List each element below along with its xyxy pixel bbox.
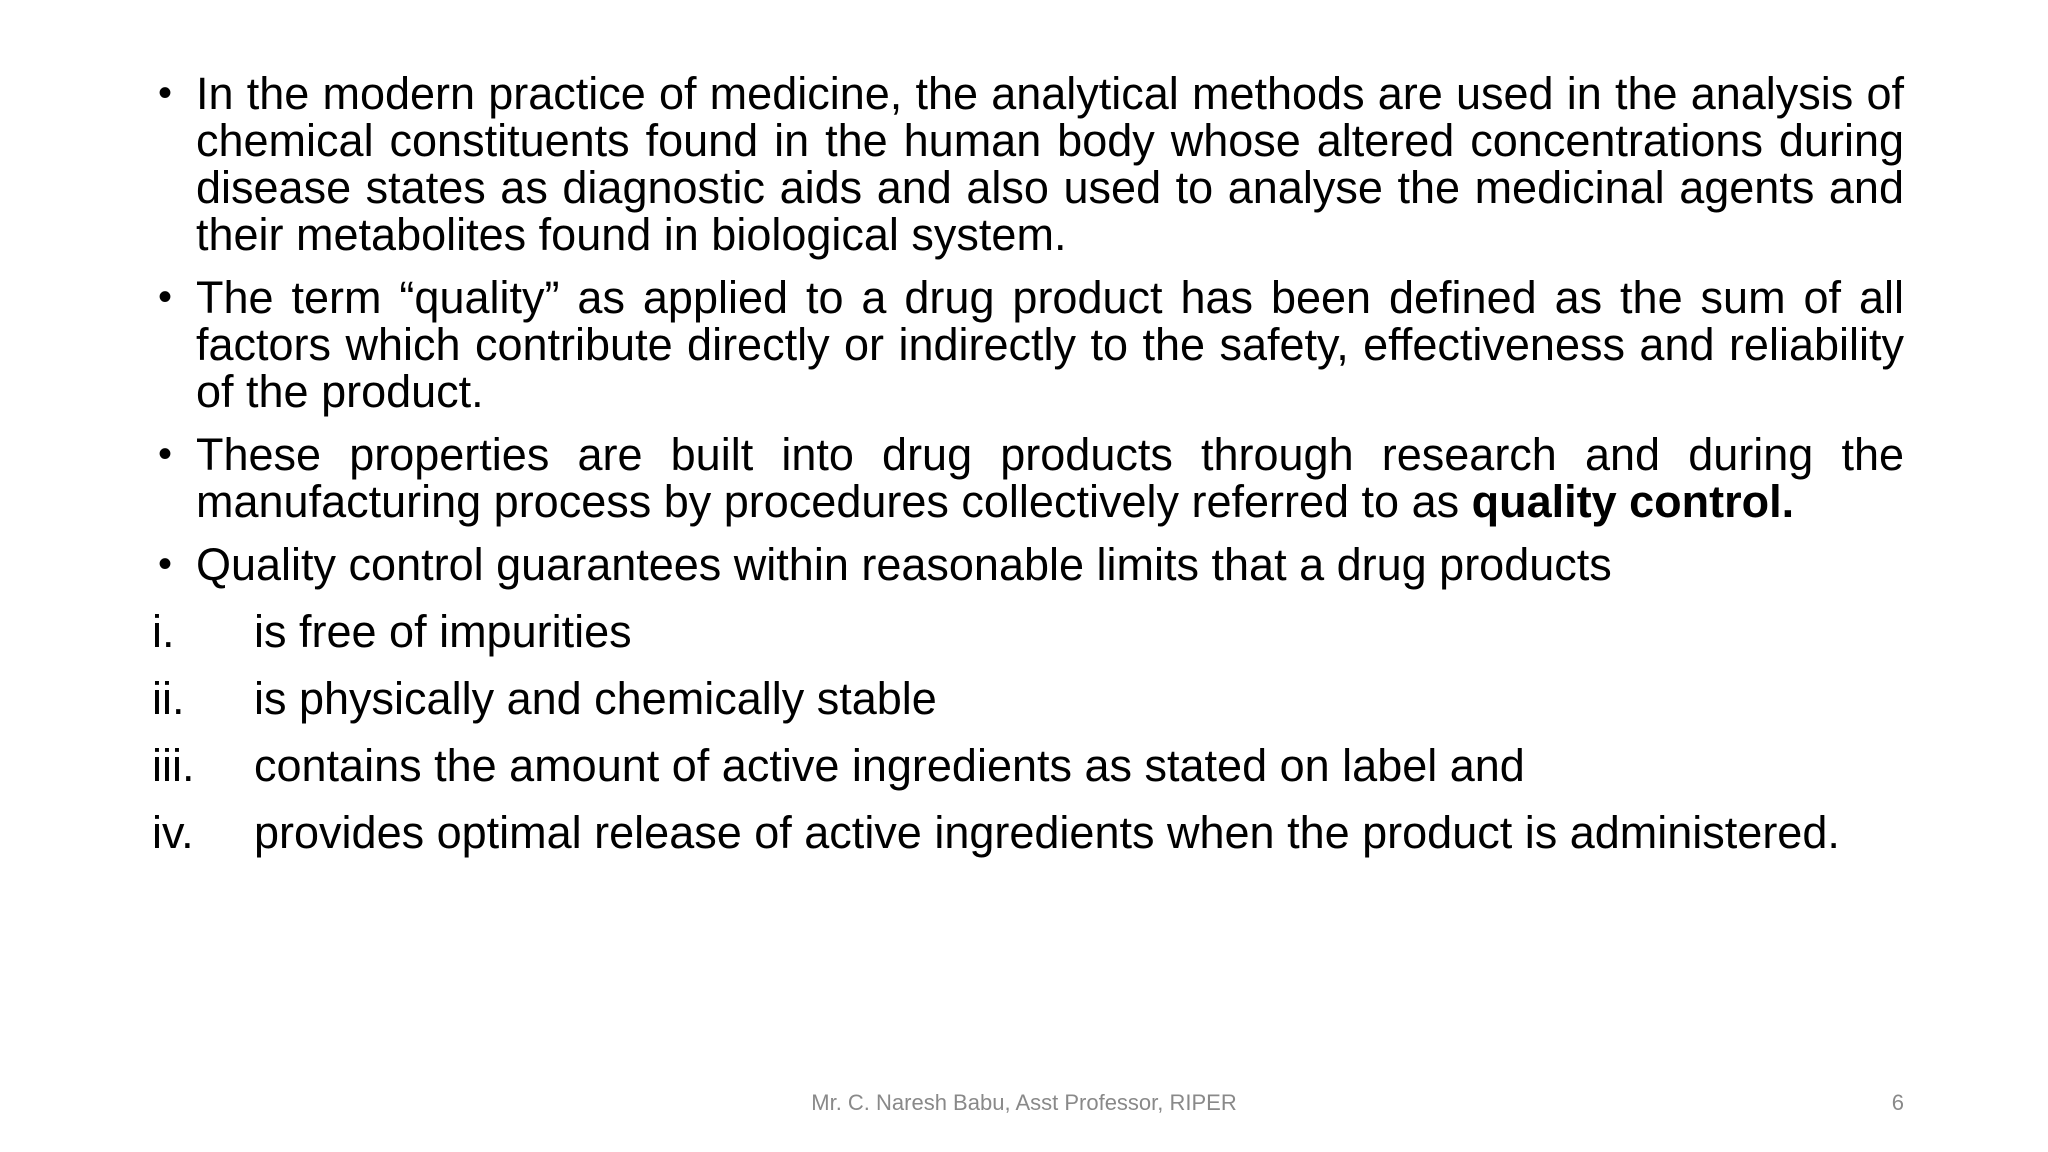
bullet-marker: •: [158, 542, 173, 586]
bold-term: quality control.: [1471, 476, 1795, 527]
bullet-text: In the modern practice of medicine, the analytical methods are used in the analysis of chemical constituents found in the human body whose altered concentrations during disease states as diagnostic aids and also used to analyse the medicinal agents and their metabolites found in biological system.: [196, 68, 1904, 260]
list-numeral: iii.: [152, 740, 195, 791]
list-item: [152, 809, 1904, 856]
bullet-point: [152, 70, 1904, 258]
bullet-text: These properties are built into drug products through research and during the manufacturing process by procedures collectively referred to as: [196, 429, 1904, 527]
bullet-marker: •: [158, 71, 173, 115]
list-item: [152, 675, 1904, 722]
bullet-marker: •: [158, 432, 173, 476]
slide-body: [152, 70, 1904, 856]
bullet-point: [152, 431, 1904, 525]
footer-author: Mr. C. Naresh Babu, Asst Professor, RIPER: [811, 1090, 1237, 1115]
list-numeral: iv.: [152, 807, 194, 858]
bullet-point: [152, 541, 1904, 588]
list-item-text: is physically and chemically stable: [254, 673, 937, 724]
list-item: [152, 608, 1904, 655]
bullet-text: Quality control guarantees within reasonable limits that a drug products: [196, 539, 1612, 590]
bullet-point: [152, 274, 1904, 415]
list-item: [152, 742, 1904, 789]
page-number: 6: [1891, 1090, 1904, 1115]
bullet-text: The term “quality” as applied to a drug product has been defined as the sum of all factors which contribute directly or indirectly to the safety, effectiveness and reliability of the product.: [196, 272, 1904, 417]
bullet-marker: •: [158, 275, 173, 319]
list-numeral: ii.: [152, 673, 185, 724]
list-item-text: contains the amount of active ingredients as stated on label and: [254, 740, 1525, 791]
list-item-text: is free of impurities: [254, 606, 632, 657]
list-numeral: i.: [152, 606, 175, 657]
list-item-text: provides optimal release of active ingredients when the product is administered.: [254, 807, 1840, 858]
